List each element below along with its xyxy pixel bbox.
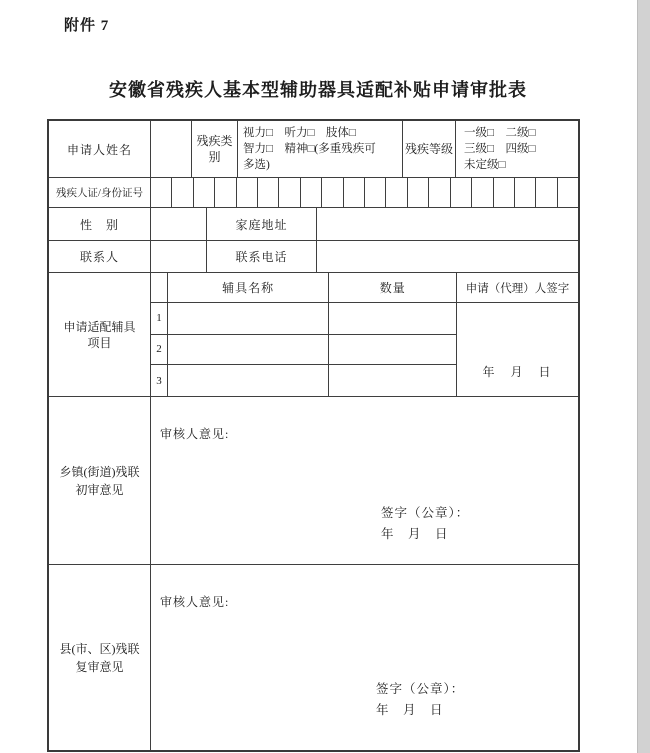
device-qty-header: 数量 (379, 280, 406, 295)
device-row-2 (151, 335, 456, 366)
disability-category-label: 残疾类别 (192, 121, 238, 177)
home-address-label: 家庭地址 (207, 208, 317, 240)
category-options-line3: 多选) (243, 159, 270, 171)
device-row-2-qty-cell (329, 335, 456, 365)
id-digit-cell (408, 178, 429, 207)
device-name-header: 辅具名称 (168, 273, 329, 302)
page-title: 安徽省残疾人基本型辅助器具适配补贴申请审批表 (109, 80, 527, 100)
page-edge-strip (637, 0, 650, 753)
county-review-label-line1: 县(市、区)残联 (59, 641, 140, 656)
id-digit-cell (472, 178, 493, 207)
id-digit-cell (301, 178, 322, 207)
device-row-3-name-cell (168, 365, 329, 396)
contact-phone-value-cell (317, 241, 578, 272)
id-digit-cell (386, 178, 407, 207)
home-address-value-cell (317, 208, 578, 240)
device-row-2-name-cell (168, 335, 329, 365)
township-review-label (49, 397, 151, 564)
device-row-1-number: 1 (151, 303, 168, 334)
device-number-header-cell (151, 273, 168, 302)
county-signature-label: 签字（公章）： (376, 682, 465, 696)
category-options-line1: 视力□ 听力□ 肢体□ (243, 127, 356, 139)
id-number-row (49, 178, 578, 208)
contact-row (49, 241, 578, 273)
id-digit-cell (494, 178, 515, 207)
device-row-1-qty-cell (329, 303, 456, 334)
device-row-1 (151, 303, 456, 335)
township-review-section (49, 397, 578, 565)
device-items-section (49, 273, 578, 397)
id-digit-cell (279, 178, 300, 207)
grade-options-line3: 未定级□ (464, 159, 506, 171)
township-reviewer-opinion-label: 审核人意见: (160, 427, 230, 441)
county-review-label (49, 565, 151, 750)
id-digit-cell (194, 178, 215, 207)
grade-options-line2: 三级□ 四级□ (464, 143, 536, 155)
county-review-section (49, 565, 578, 750)
township-signature-date: 年 月 日 (381, 527, 449, 541)
id-number-label: 残疾人证/身份证号 (49, 178, 151, 207)
township-signature-block (381, 503, 469, 545)
contact-phone-label: 联系电话 (207, 241, 317, 272)
id-digit-cell (536, 178, 557, 207)
applicant-name-value-cell (151, 121, 192, 177)
device-row-1-name-cell (168, 303, 329, 334)
gender-label: 性 别 (49, 208, 151, 240)
gender-address-row (49, 208, 578, 241)
device-section-label (49, 273, 151, 396)
township-review-label-line1: 乡镇(街道)残联 (59, 464, 140, 479)
id-digit-cell (429, 178, 450, 207)
device-row-3-number: 3 (151, 365, 168, 396)
device-section-label-line2: 项目 (87, 335, 112, 350)
contact-person-value-cell (151, 241, 207, 272)
contact-person-label: 联系人 (49, 241, 151, 272)
id-digit-cell (237, 178, 258, 207)
id-digit-cell (344, 178, 365, 207)
id-number-digit-cells (151, 178, 578, 207)
applicant-name-label: 申请人姓名 (49, 121, 151, 177)
applicant-row (49, 121, 578, 178)
id-digit-cell (558, 178, 578, 207)
township-review-label-line2: 初审意见 (75, 482, 124, 497)
applicant-signature-header: 申请（代理）人签字 (457, 273, 578, 303)
disability-category-options (238, 121, 403, 177)
id-digit-cell (215, 178, 236, 207)
county-review-label-line2: 复审意见 (75, 659, 124, 674)
id-digit-cell (258, 178, 279, 207)
county-reviewer-opinion-label: 审核人意见: (160, 595, 230, 609)
device-section-label-line1: 申请适配辅具 (63, 319, 136, 334)
township-review-content (151, 397, 578, 564)
county-signature-date: 年 月 日 (376, 703, 444, 717)
device-list (151, 273, 457, 396)
county-review-content (151, 565, 578, 750)
id-digit-cell (151, 178, 172, 207)
application-form-table (47, 119, 580, 752)
device-row-3-qty-cell (329, 365, 456, 396)
id-digit-cell (365, 178, 386, 207)
gender-value-cell (151, 208, 207, 240)
id-digit-cell (515, 178, 536, 207)
disability-grade-options (456, 121, 578, 177)
grade-options-line1: 一级□ 二级□ (464, 127, 536, 139)
applicant-signature-column (457, 273, 578, 396)
county-signature-block (376, 679, 464, 721)
id-digit-cell (172, 178, 193, 207)
id-digit-cell (322, 178, 343, 207)
disability-grade-label: 残疾等级 (403, 121, 456, 177)
device-list-header (151, 273, 456, 303)
applicant-signature-date: 年 月 日 (482, 365, 553, 379)
id-digit-cell (451, 178, 472, 207)
device-row-2-number: 2 (151, 335, 168, 365)
category-options-line2: 智力□ 精神□(多重残疾可 (243, 143, 376, 155)
attachment-label: 附件 7 (64, 18, 110, 34)
township-signature-label: 签字（公章）： (381, 506, 470, 520)
device-row-3 (151, 365, 456, 396)
